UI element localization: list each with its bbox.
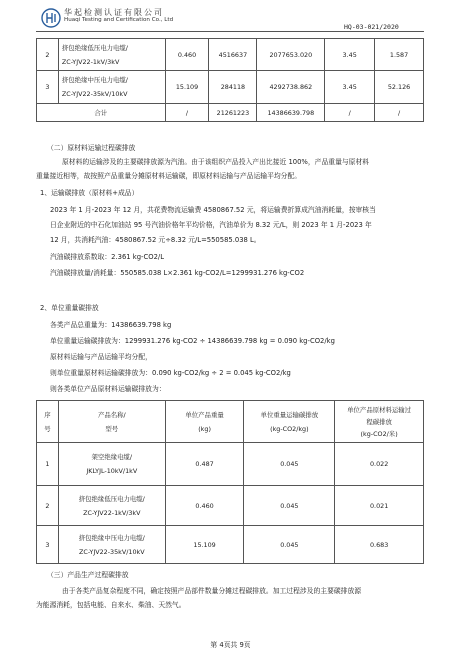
product-name: 挤包绝缘中压电力电缆/ [78, 533, 145, 542]
table-cell: / [325, 104, 375, 122]
header-text: 程碳排放 [366, 417, 392, 426]
table-cell: 4516637 [209, 39, 257, 71]
paragraph-line: 汽油碳排放量/消耗量：550585.038 L×2.361 kg-CO2/L=1299931.276 kg-CO2 [50, 269, 305, 277]
product-model: ZC-YJV22-1kV/3kV [83, 508, 141, 517]
paragraph-line: 由于各类产品复杂程度不同，确定按照产品部件数量分摊过程碳排放。加工过程涉及的主要碳排放源 [62, 587, 362, 595]
paragraph-line: 2023 年 1 月-2023 年 12 月，共花费物流运输费 4580867.52 元，将运输费折算成汽油消耗量，按审核当 [50, 206, 376, 214]
header-text: 单位产品重量 [185, 410, 224, 419]
table-cell: 4292738.862 [257, 71, 325, 104]
document-number: HQ-03-021/2020 [344, 23, 399, 31]
table-row [37, 71, 424, 104]
product-name-cell [58, 526, 165, 564]
table-row [37, 526, 424, 564]
header-divider [36, 31, 424, 32]
table-cell: 15.109 [165, 71, 209, 104]
material-transport-emission: 0.683 [335, 526, 424, 564]
row-number: 3 [37, 71, 59, 104]
unit-weight: 15.109 [165, 526, 244, 564]
table-cell: 21261223 [209, 104, 257, 122]
product-model: ZC-YJV22-35kV/10kV [79, 547, 145, 556]
subsection-heading: 2、单位重量碳排放 [40, 304, 99, 312]
row-number: 2 [37, 39, 59, 71]
table-cell: 284118 [209, 71, 257, 104]
transport-emission: 0.045 [244, 526, 335, 564]
table-row [37, 39, 424, 71]
table-cell: 3.45 [325, 71, 375, 104]
paragraph-line: 单位重量运输碳排放为：1299931.276 kg-CO2 ÷ 14386639.798 kg = 0.090 kg-CO2/kg [50, 337, 335, 345]
header-text: (kg-CO2/kg) [270, 424, 309, 433]
product-name-cell [58, 486, 165, 526]
row-number: 3 [37, 526, 59, 564]
table-cell: 14386639.798 [257, 104, 325, 122]
table-cell: 2077653.020 [257, 39, 325, 71]
header-text: 单位产品原材料运输过 [347, 405, 412, 414]
product-name: 挤包绝缘中压电力电缆/ [61, 76, 128, 84]
product-name: 挤包绝缘低压电力电缆/ [61, 43, 128, 52]
transport-emission: 0.045 [244, 443, 335, 486]
paragraph-line: 12 月，共消耗汽油：4580867.52 元÷8.32 元/L=550585.038 L。 [50, 236, 261, 244]
paragraph-line: 日企业附近的中石化加油站 95 号汽油价格年平均价格，汽油单价为 8.32 元/L，则 2023 年 1 月-2023 年 [50, 221, 372, 229]
column-header [335, 401, 424, 443]
product-name: 架空绝缘电缆/ [91, 453, 133, 461]
paragraph-line: 原材料运输与产品运输平均分配， [50, 353, 152, 361]
page-header [0, 0, 461, 30]
table-cell: 0.460 [165, 39, 209, 71]
transport-emission: 0.045 [244, 486, 335, 526]
page-number: 第 4页共 9页 [210, 641, 251, 649]
row-number: 1 [37, 443, 59, 486]
paragraph-line: 重量接近相等，故按照产品重量分摊原材料运输碳，即原材料运输与产品运输平均分配。 [36, 172, 302, 180]
subsection-heading: 1、运输碳排放（原材料+成品） [40, 189, 139, 197]
table-row [37, 486, 424, 526]
paragraph-line: 原材料的运输涉及的主要碳排放源为汽油。由于该组织产品投入产出比接近 100%，产品重量与原材料 [62, 158, 370, 166]
header-text: (kg) [198, 424, 211, 433]
company-logo-icon [41, 8, 61, 28]
header-text: 型号 [105, 424, 119, 433]
product-name-cell [58, 443, 165, 486]
row-number: 2 [37, 486, 59, 526]
unit-weight: 0.460 [165, 486, 244, 526]
table-cell: 1.587 [375, 39, 424, 71]
paragraph-line: 汽油碳排放系数取：2.361 kg-CO2/L [50, 253, 164, 261]
header-text: 单位重量运输碳排放 [260, 410, 319, 419]
product-model: ZC-YJV22-35kV/10kV [61, 90, 128, 98]
product-model: ZC-YJV22-1kV/3kV [61, 57, 120, 66]
table-cell: / [375, 104, 424, 122]
continued-data-table [36, 38, 424, 122]
column-header [58, 401, 165, 443]
unit-weight: 0.487 [165, 443, 244, 486]
material-transport-emission: 0.022 [335, 443, 424, 486]
table-total-row [37, 104, 424, 122]
header-text: 序 [44, 410, 51, 419]
total-label: 合计 [37, 104, 166, 122]
table-cell: 3.45 [325, 39, 375, 71]
table-cell: 52.126 [375, 71, 424, 104]
column-header [37, 401, 59, 443]
paragraph-line: 则单位重量原材料运输碳排放为：0.090 kg-CO2/kg ÷ 2 = 0.045 kg-CO2/kg [50, 369, 291, 377]
product-name: 挤包绝缘低压电力电缆/ [78, 494, 145, 503]
paragraph-line: 各类产品总重量为：14386639.798 kg [50, 321, 172, 329]
company-name-cn: 华起检测认证有限公司 [64, 8, 164, 17]
product-model: JKLYJL-10kV/1kV [86, 467, 138, 475]
product-name-cell [58, 71, 165, 104]
company-name-en: Huaqi Testing and Certification Co., Ltd [64, 17, 174, 23]
paragraph-line: 为能源消耗，包括电能、自来水、柴油、天然气。 [36, 601, 186, 609]
header-text: 号 [44, 424, 51, 433]
section-heading: （三）产品生产过程碳排放 [47, 571, 129, 579]
column-header [165, 401, 244, 443]
header-text: 产品名称/ [97, 410, 126, 419]
table-cell: / [165, 104, 209, 122]
paragraph-line: 则各类单位产品原材料运输碳排放为： [50, 385, 166, 393]
transport-emission-table [36, 400, 424, 564]
header-text: (kg-CO2/米) [360, 429, 398, 438]
section-heading: （二）原材料运输过程碳排放 [47, 144, 136, 152]
table-header-row [37, 401, 424, 443]
table-row [37, 443, 424, 486]
column-header [244, 401, 335, 443]
material-transport-emission: 0.021 [335, 486, 424, 526]
product-name-cell [58, 39, 165, 71]
